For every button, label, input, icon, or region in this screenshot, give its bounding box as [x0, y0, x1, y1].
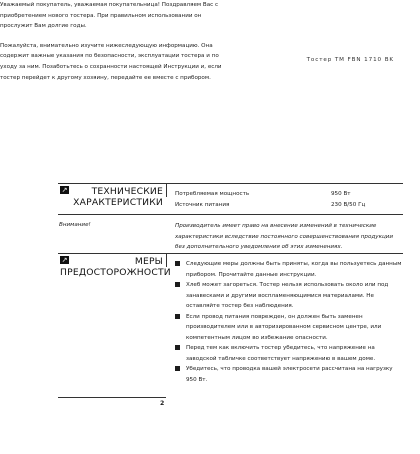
spec-label: Потребляемая мощность — [175, 191, 250, 197]
precautions-list — [175, 259, 403, 385]
specs-heading — [60, 187, 163, 209]
precautions-heading — [60, 256, 171, 279]
specs-table — [175, 191, 403, 212]
list-item: Если провод питания поврежден, он должен быть заменен производителем или в авторизированном сервисном центре, или компетентным лицом во избежание опасности. — [175, 312, 403, 344]
list-item: Убедитесь, что проводка вашей электросети рассчитана на нагрузку 950 Вт. — [175, 364, 403, 385]
specs-heading-line1: ТЕХНИЧЕСКИЕ — [91, 186, 163, 197]
instructions-paragraph: Пожалуйста, внимательно изучите нижеследующую информацию. Она содержит важные указания по безопасности, эксплуатации тостера и по уходу за ним. Позаботьтесь о сохранности настоящей Инструкции и, если тостер перейдет к другому хозяину, передайте ее вместе с прибором. — [0, 42, 222, 81]
section-marker-icon: ↗ — [61, 186, 68, 194]
section-divider-specs — [166, 183, 167, 197]
precautions-heading-line1: МЕРЫ — [134, 256, 163, 267]
section-rule-note — [58, 214, 403, 215]
greeting-paragraph: Уважаемый покупатель, уважаемая покупательница! Поздравляем Вас с приобретением нового тостера. При правильном использовании он прослужит Вам долгие годы. — [0, 2, 219, 30]
spec-row-supply — [175, 202, 403, 213]
specs-heading-line2: ХАРАКТЕРИСТИКИ — [73, 196, 163, 208]
note-label: Внимание! — [59, 222, 91, 228]
list-item: Следующие меры должны быть приняты, когда вы пользуетесь данным прибором. Прочитайте данные инструкции. — [175, 259, 403, 280]
running-head: Тостер TM FBN 1710 BK — [306, 57, 394, 63]
section-divider-precautions — [166, 253, 167, 267]
spec-row-power — [175, 191, 403, 202]
footer-rule — [58, 397, 166, 398]
spec-value: 950 Вт — [331, 191, 351, 197]
spec-label: Источник питания — [175, 201, 230, 208]
list-item: Перед тем как включить тостер убедитесь, что напряжение на заводской табличке соответствует напряжению в вашем доме. — [175, 343, 403, 364]
section-rule-precautions — [58, 253, 403, 254]
spec-value: 230 В/50 Гц — [331, 201, 366, 208]
list-item: Хлеб может загореться. Тостер нельзя использовать около или под занавесками и другими воспламеняющимися материалами. Не оставляйте тостер без наблюдения. — [175, 280, 403, 312]
section-rule-specs — [58, 183, 403, 184]
precautions-heading-line2: ПРЕДОСТОРОЖНОСТИ — [60, 266, 171, 278]
intro-section — [0, 0, 228, 83]
note-text: Производитель имеет право на внесение изменений в технические характеристики вследствие постоянного совершенствования продукции без дополнительного уведомления об этих изменениях. — [175, 223, 394, 250]
page-number: 2 — [160, 400, 165, 407]
section-marker-icon: ↗ — [61, 256, 68, 264]
